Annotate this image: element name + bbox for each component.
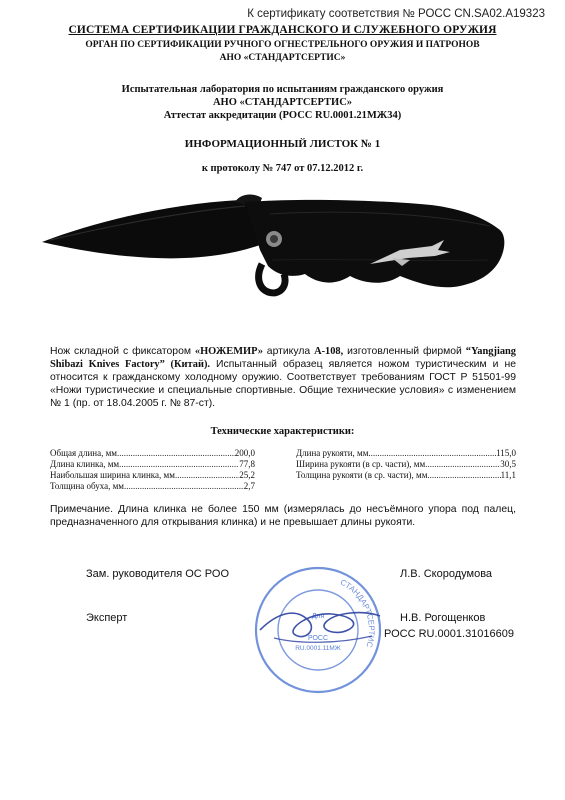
lab-accreditation: Аттестат аккредитации (РОСС RU.0001.21МЖ34) <box>163 110 402 121</box>
specs-title: Технические характеристики: <box>210 426 355 437</box>
spec-row: Наибольшая ширина клинка, мм ..... 25,2 <box>50 470 255 481</box>
stamp-center-code: РОСС <box>307 635 329 642</box>
note-paragraph: Примечание. Длина клинка не более 150 мм (измерялась до несъёмного упора под палец, предназначенного для открывания клинка) и не превышает длины рукояти. <box>50 504 516 528</box>
document-title: ИНФОРМАЦИОННЫЙ ЛИСТОК № 1 <box>184 138 381 150</box>
protocol-reference: к протоколу № 747 от 07.12.2012 г. <box>201 163 364 174</box>
organization-name: АНО «СТАНДАРТСЕРТИС» <box>219 53 346 63</box>
stamp-center-reg: RU.0001.11МЖ <box>295 645 341 652</box>
desc-text-4: Испытанный образец является ножом туристическим и не относится к гражданскому холодному оружию. Соответствует требованиям ГОСТ Р 51501-99 «Ножи туристические и специальные спортивные. Общие технические условия» с изменением № 1 (пр. от 18.04.2005 г. № 87-ст). <box>50 359 516 409</box>
spec-row: Длина рукояти, мм ..... 115,0 <box>296 448 516 459</box>
stamp-ring-text: СТАНДАРТСЕРТИС <box>338 577 377 649</box>
lab-name: Испытательная лаборатория по испытаниям гражданского оружия <box>121 84 444 95</box>
expert-registration: РОСС RU.0001.31016609 <box>384 628 515 640</box>
stamp-seal <box>248 560 388 700</box>
certification-organ: ОРГАН ПО СЕРТИФИКАЦИИ РУЧНОГО ОГНЕСТРЕЛЬНОГО ОРУЖИЯ И ПАТРОНОВ <box>85 40 480 50</box>
certificate-reference: К сертификату соответствия № РОСС CN.SA02.A19323 <box>247 8 545 20</box>
article-number: А-108, <box>314 346 344 357</box>
spec-row: Толщина рукояти (в ср. части), мм ..... 11,1 <box>296 470 516 481</box>
manufacturer-name: “Yangjiang Shibazi Knives Factory” (Китай). <box>50 346 516 370</box>
stamp-center-top: Для <box>311 613 325 620</box>
desc-text-3: изготовленный фирмой <box>343 346 466 357</box>
expert-role: Эксперт <box>86 612 128 624</box>
spec-row: Общая длина, мм ..... 200,0 <box>50 448 255 459</box>
deputy-name: Л.В. Скородумова <box>400 568 493 580</box>
deputy-role: Зам. руководителя ОС РОО <box>86 568 230 580</box>
specs-right-column <box>296 448 516 481</box>
specs-left-column <box>50 448 255 492</box>
knife-description <box>50 345 516 410</box>
spec-row: Ширина рукояти (в ср. части), мм ..... 30,5 <box>296 459 516 470</box>
desc-text-1: Нож складной с фиксатором <box>50 346 195 357</box>
lab-organization: АНО «СТАНДАРТСЕРТИС» <box>212 97 353 108</box>
brand-name: «НОЖЕМИР» <box>194 346 263 357</box>
certification-system-title: СИСТЕМА СЕРТИФИКАЦИИ ГРАЖДАНСКОГО И СЛУЖЕБНОГО ОРУЖИЯ <box>68 24 497 36</box>
knife-image <box>40 190 510 310</box>
desc-text-2: артикула <box>262 346 315 357</box>
spec-row: Толщина обуха, мм ..... 2,7 <box>50 481 255 492</box>
spec-row: Длина клинка, мм ..... 77,8 <box>50 459 255 470</box>
expert-name: Н.В. Рогощенков <box>400 612 486 624</box>
